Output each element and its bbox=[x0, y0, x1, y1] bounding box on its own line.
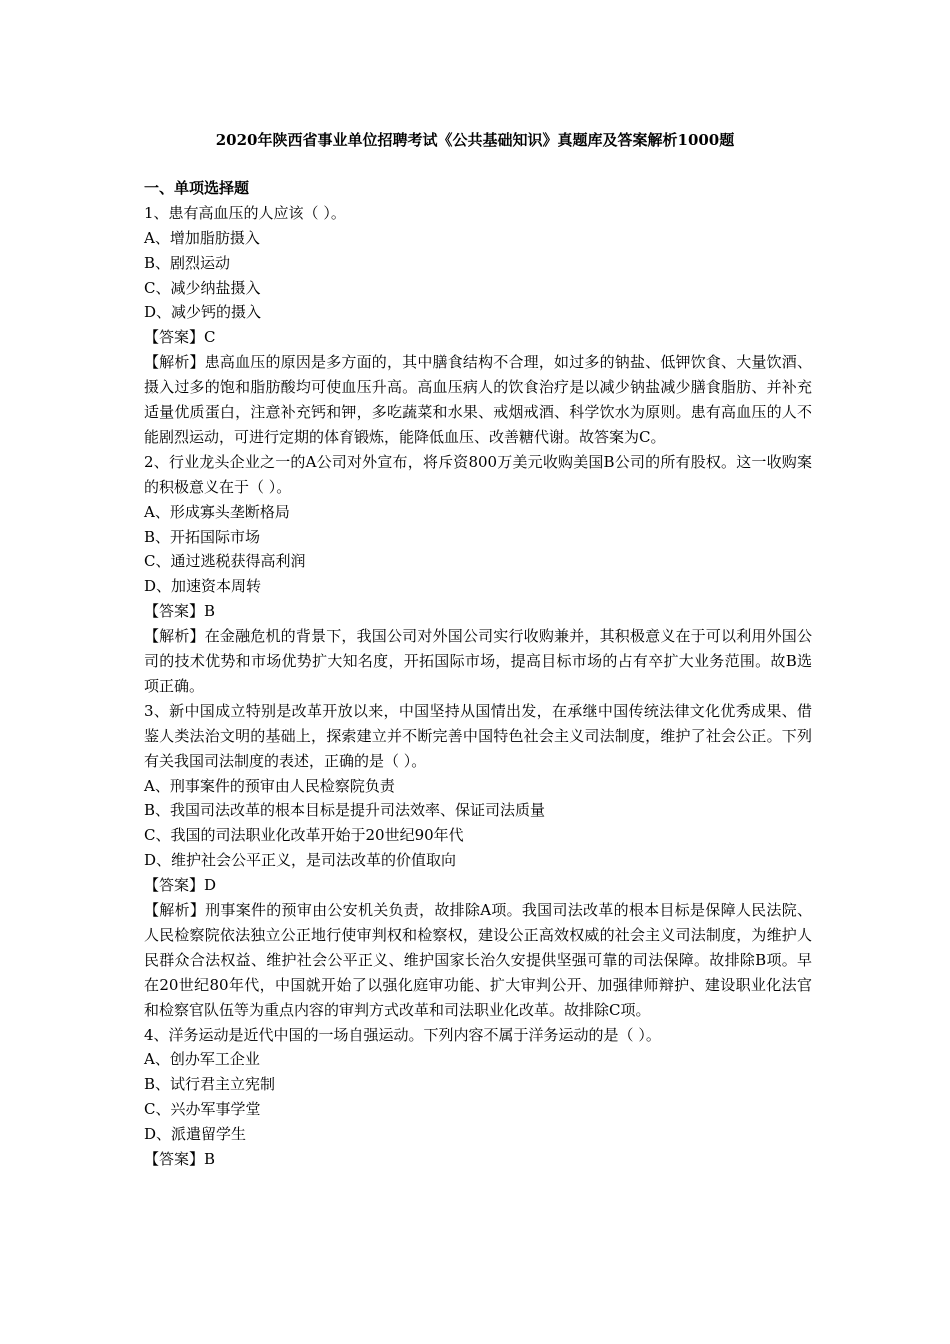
analysis: 【解析】患高血压的原因是多方面的，其中膳食结构不合理，如过多的钠盐、低钾饮食、大量饮酒、摄入过多的饱和脂肪酸均可使血压升高。高血压病人的饮食治疗是以减少钠盐减少膳食脂肪、并补充适量优质蛋白，注意补充钙和钾，多吃蔬菜和水果、戒烟戒酒、科学饮水为原则。患有高血压的人不能剧烈运动，可进行定期的体育锻炼，能降低血压、改善糖代谢。故答案为C。 bbox=[144, 353, 812, 446]
option-c: C、减少纳盐摄入 bbox=[144, 278, 261, 297]
option-d: D、维护社会公平正义，是司法改革的价值取向 bbox=[144, 851, 457, 870]
option-b: B、我国司法改革的根本目标是提升司法效率、保证司法质量 bbox=[144, 801, 546, 820]
option-d: D、派遣留学生 bbox=[144, 1125, 247, 1144]
option-a: A、增加脂肪摄入 bbox=[144, 228, 260, 247]
question-block bbox=[144, 201, 812, 450]
option-d: D、加速资本周转 bbox=[144, 577, 262, 596]
answer: 【答案】C bbox=[144, 328, 216, 347]
question-block bbox=[144, 1023, 812, 1172]
analysis: 【解析】刑事案件的预审由公安机关负责，故排除A项。我国司法改革的根本目标是保障人民法院、人民检察院依法独立公正地行使审判权和检察权，建设公正高效权威的社会主义司法制度，为维护人民群众合法权益、维护社会公平正义、维护国家长治久安提供坚强可靠的司法保障。故排除B项。早在20世纪80年代，中国就开始了以强化庭审功能、扩大审判公开、加强律师辩护、建设职业化法官和检察官队伍等为重点内容的审判方式改革和司法职业化改革。故排除C项。 bbox=[144, 901, 812, 1019]
option-d: D、减少钙的摄入 bbox=[144, 303, 262, 322]
question-stem: 1、患有高血压的人应该（ ）。 bbox=[144, 203, 346, 222]
answer: 【答案】D bbox=[144, 876, 217, 895]
option-c: C、兴办军事学堂 bbox=[144, 1100, 261, 1119]
document-body bbox=[144, 176, 812, 1172]
answer: 【答案】B bbox=[144, 602, 216, 621]
analysis: 【解析】在金融危机的背景下，我国公司对外国公司实行收购兼并，其积极意义在于可以利用外国公司的技术优势和市场优势扩大知名度，开拓国际市场，提高目标市场的占有卒扩大业务范围。故B选项正确。 bbox=[144, 627, 812, 695]
option-a: A、形成寡头垄断格局 bbox=[144, 502, 290, 521]
document-title: 2020年陕西省事业单位招聘考试《公共基础知识》真题库及答案解析1000题 bbox=[215, 131, 735, 149]
option-a: A、刑事案件的预审由人民检察院负责 bbox=[144, 776, 395, 795]
option-b: B、试行君主立宪制 bbox=[144, 1075, 276, 1094]
question-stem: 4、洋务运动是近代中国的一场自强运动。下列内容不属于洋务运动的是（ ）。 bbox=[144, 1025, 661, 1044]
option-b: B、剧烈运动 bbox=[144, 253, 231, 272]
answer: 【答案】B bbox=[144, 1150, 216, 1168]
question-block bbox=[144, 699, 812, 1023]
question-stem: 3、新中国成立特别是改革开放以来，中国坚持从国情出发，在承继中国传统法律文化优秀成果、借鉴人类法治文明的基础上，探索建立并不断完善中国特色社会主义司法制度，维护了社会公正。下列有关我国司法制度的表述，正确的是（ ）。 bbox=[144, 701, 812, 770]
question-block bbox=[144, 450, 812, 699]
option-b: B、开拓国际市场 bbox=[144, 527, 261, 546]
section-heading: 一、单项选择题 bbox=[144, 179, 250, 197]
option-a: A、创办军工企业 bbox=[144, 1050, 260, 1069]
question-stem: 2、行业龙头企业之一的A公司对外宣布，将斥资800万美元收购美国B公司的所有股权。这一收购案的积极意义在于（ ）。 bbox=[144, 452, 812, 496]
option-c: C、我国的司法职业化改革开始于20世纪90年代 bbox=[144, 826, 464, 845]
option-c: C、通过逃税获得高利润 bbox=[144, 552, 306, 571]
